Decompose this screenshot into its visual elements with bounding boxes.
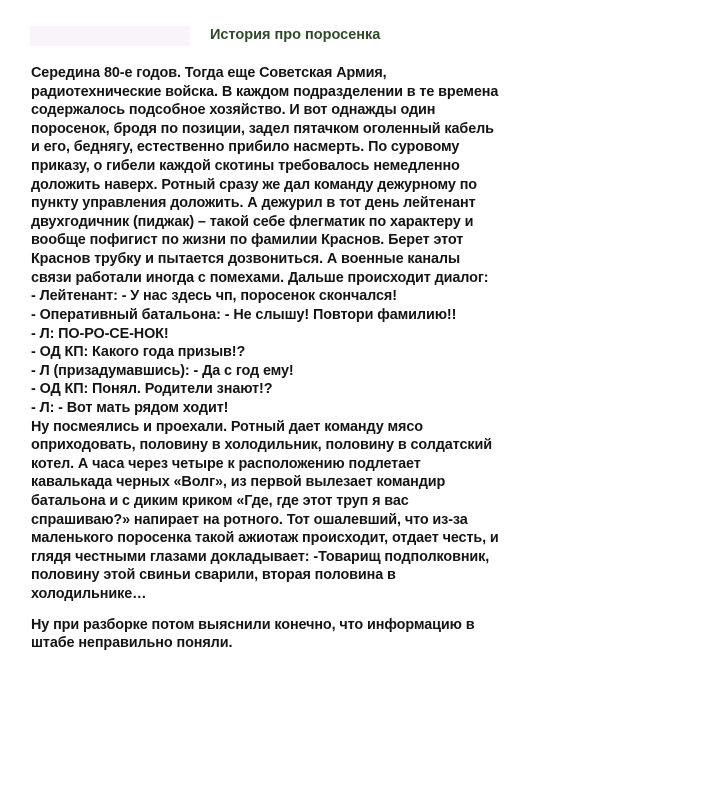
- dialog-line: - Оперативный батальона: - Не слышу! Повтори фамилию!!: [31, 306, 457, 323]
- story-text: [31, 64, 711, 653]
- story-line: глядя честными глазами докладывает: -Товарищ подполковник,: [31, 548, 490, 565]
- dialog-line: - ОД КП: Понял. Родители знают!?: [31, 381, 273, 398]
- story-line: половину этой свиньи сварили, вторая половина в: [31, 567, 396, 584]
- story-line: Краснов трубку и пытается дозвониться. А военные каналы: [31, 251, 461, 268]
- dialog-line: - ОД КП: Какого года призыв!?: [31, 344, 246, 361]
- dialog-line: - Л (призадумавшись): - Да с год ему!: [31, 362, 294, 379]
- dialog-line: - Лейтенант: - У нас здесь чп, поросенок скончался!: [31, 288, 397, 305]
- story-line: вообще пофигист по жизни по фамилии Краснов. Берет этот: [31, 232, 464, 249]
- story-line: спрашиваю?» напирает на ротного. Тот ошалевший, что из-за: [31, 511, 468, 528]
- story-line: пункту управления доложить. А дежурил в тот день лейтенант: [31, 195, 476, 212]
- story-line: доложить наверх. Ротный сразу же дал команду дежурному по: [31, 176, 477, 193]
- story-line: котел. А часа через четыре к расположению подлетает: [31, 455, 421, 472]
- closing-line: Ну при разборке потом выяснили конечно, что информацию в: [31, 616, 475, 633]
- story-line: батальона и с диким криком «Где, где этот труп я вас: [31, 493, 409, 510]
- story-line: содержалось подсобное хозяйство. И вот однажды один: [31, 102, 436, 119]
- story-line: связи работали иногда с помехами. Дальше происходит диалог:: [31, 269, 489, 286]
- story-line: радиотехнические войска. В каждом подразделении в те времена: [31, 83, 499, 100]
- closing-line: штабе неправильно поняли.: [31, 635, 233, 652]
- story-line: холодильнике…: [31, 586, 147, 603]
- page-title: История про поросенка: [210, 27, 381, 43]
- story-line: Середина 80-е годов. Тогда еще Советская Армия,: [31, 65, 387, 81]
- story-line: поросенок, бродя по позиции, задел пятачком оголенный кабель: [31, 120, 494, 137]
- dialog-line: - Л: ПО-РО-СЕ-НОК!: [31, 325, 169, 342]
- story-line: Ну посмеялись и проехали. Ротный дает команду мясо: [31, 418, 423, 435]
- story-line: и его, беднягу, естественно прибило насмерть. По суровому: [31, 139, 460, 156]
- story-line: маленького поросенка такой ажиотаж происходит, отдает честь, и: [31, 530, 499, 547]
- dialog-line: - Л: - Вот мать рядом ходит!: [31, 399, 229, 416]
- story-line: оприходовать, половину в холодильник, половину в солдатский: [31, 437, 492, 454]
- story-line: двухгодичник (пиджак) – такой себе флегматик по характеру и: [31, 213, 474, 230]
- header-band: [30, 26, 190, 46]
- story-line: приказу, о гибели каждой скотины требовалось немедленно: [31, 158, 460, 175]
- story-line: кавалькада черных «Волг», из первой вылезает командир: [31, 474, 446, 491]
- paragraph-gap: [31, 604, 711, 616]
